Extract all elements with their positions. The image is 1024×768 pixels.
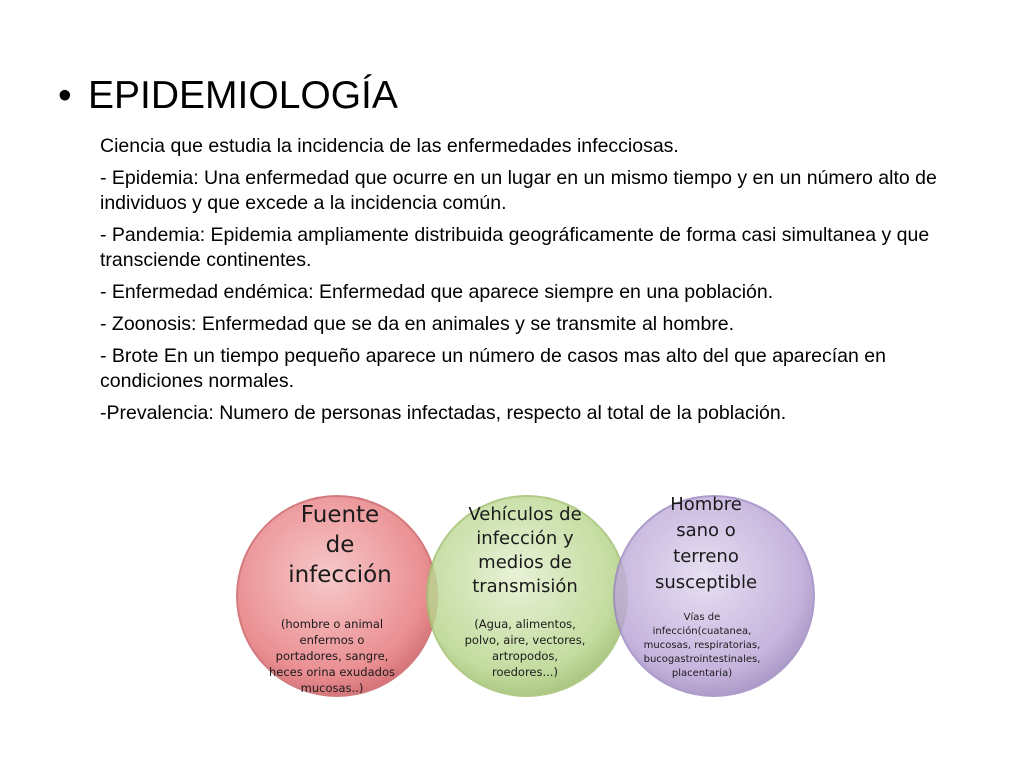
source-detail-line: enfermos o — [299, 633, 365, 647]
transmission-heading-line: transmisión — [472, 576, 578, 597]
slide-title-row — [58, 72, 398, 120]
host-detail-line: placentaria) — [671, 668, 733, 679]
prevalencia-paragraph: -Prevalencia: Numero de personas infectadas, respecto al total de la población. — [100, 402, 787, 424]
slide-body — [100, 134, 980, 433]
host-detail-line: infección(cuatanea, — [652, 626, 752, 637]
host-detail-line: mucosas, respiratorias, — [643, 640, 761, 651]
title-bullet: • — [58, 74, 72, 117]
source-heading-line: de — [325, 532, 355, 558]
source-detail-line: (hombre o animal — [280, 617, 384, 631]
transmission-heading-line: infección y — [476, 528, 574, 549]
epidemia-paragraph: - Epidemia: Una enfermedad que ocurre en un lugar en un mismo tiempo y en un número alto de individuos y que excede a la incidencia común. — [100, 167, 937, 214]
transmission-heading-line: Vehículos de — [468, 504, 582, 525]
transmission-detail-line: artropodos, — [491, 649, 559, 663]
transmission-detail-line: roedores...) — [492, 665, 558, 679]
slide-title: EPIDEMIOLOGÍA — [88, 74, 398, 117]
host-detail-line: Vías de — [683, 612, 721, 623]
definition-paragraph: Ciencia que estudia la incidencia de las enfermedades infecciosas. — [100, 135, 679, 157]
host-heading-line: sano o — [676, 520, 736, 541]
source-heading-line: infección — [288, 562, 392, 588]
host-heading-line: Hombre — [670, 494, 742, 515]
infection-chain-diagram — [232, 478, 822, 718]
transmission-heading-line: medios de — [478, 552, 572, 573]
source-heading-line: Fuente — [300, 502, 380, 528]
host-heading-line: susceptible — [654, 572, 758, 593]
venn-svg — [232, 478, 822, 718]
source-detail-line: mucosas..) — [300, 681, 364, 695]
source-detail-line: portadores, sangre, — [275, 649, 389, 663]
brote-paragraph: - Brote En un tiempo pequeño aparece un número de casos mas alto del que aparecían en condiciones normales. — [100, 345, 886, 392]
pandemia-paragraph: - Pandemia: Epidemia ampliamente distribuida geográficamente de forma casi simultanea y que transciende continentes. — [100, 224, 930, 271]
source-detail-line: heces orina exudados — [268, 665, 396, 679]
transmission-detail-line: (Agua, alimentos, — [474, 617, 576, 631]
host-detail-line: bucogastrointestinales, — [643, 654, 761, 665]
transmission-detail-line: polvo, aire, vectores, — [464, 633, 586, 647]
zoonosis-paragraph: - Zoonosis: Enfermedad que se da en animales y se transmite al hombre. — [100, 313, 735, 335]
host-heading-line: terreno — [673, 546, 739, 567]
endemica-paragraph: - Enfermedad endémica: Enfermedad que aparece siempre en una población. — [100, 281, 774, 303]
